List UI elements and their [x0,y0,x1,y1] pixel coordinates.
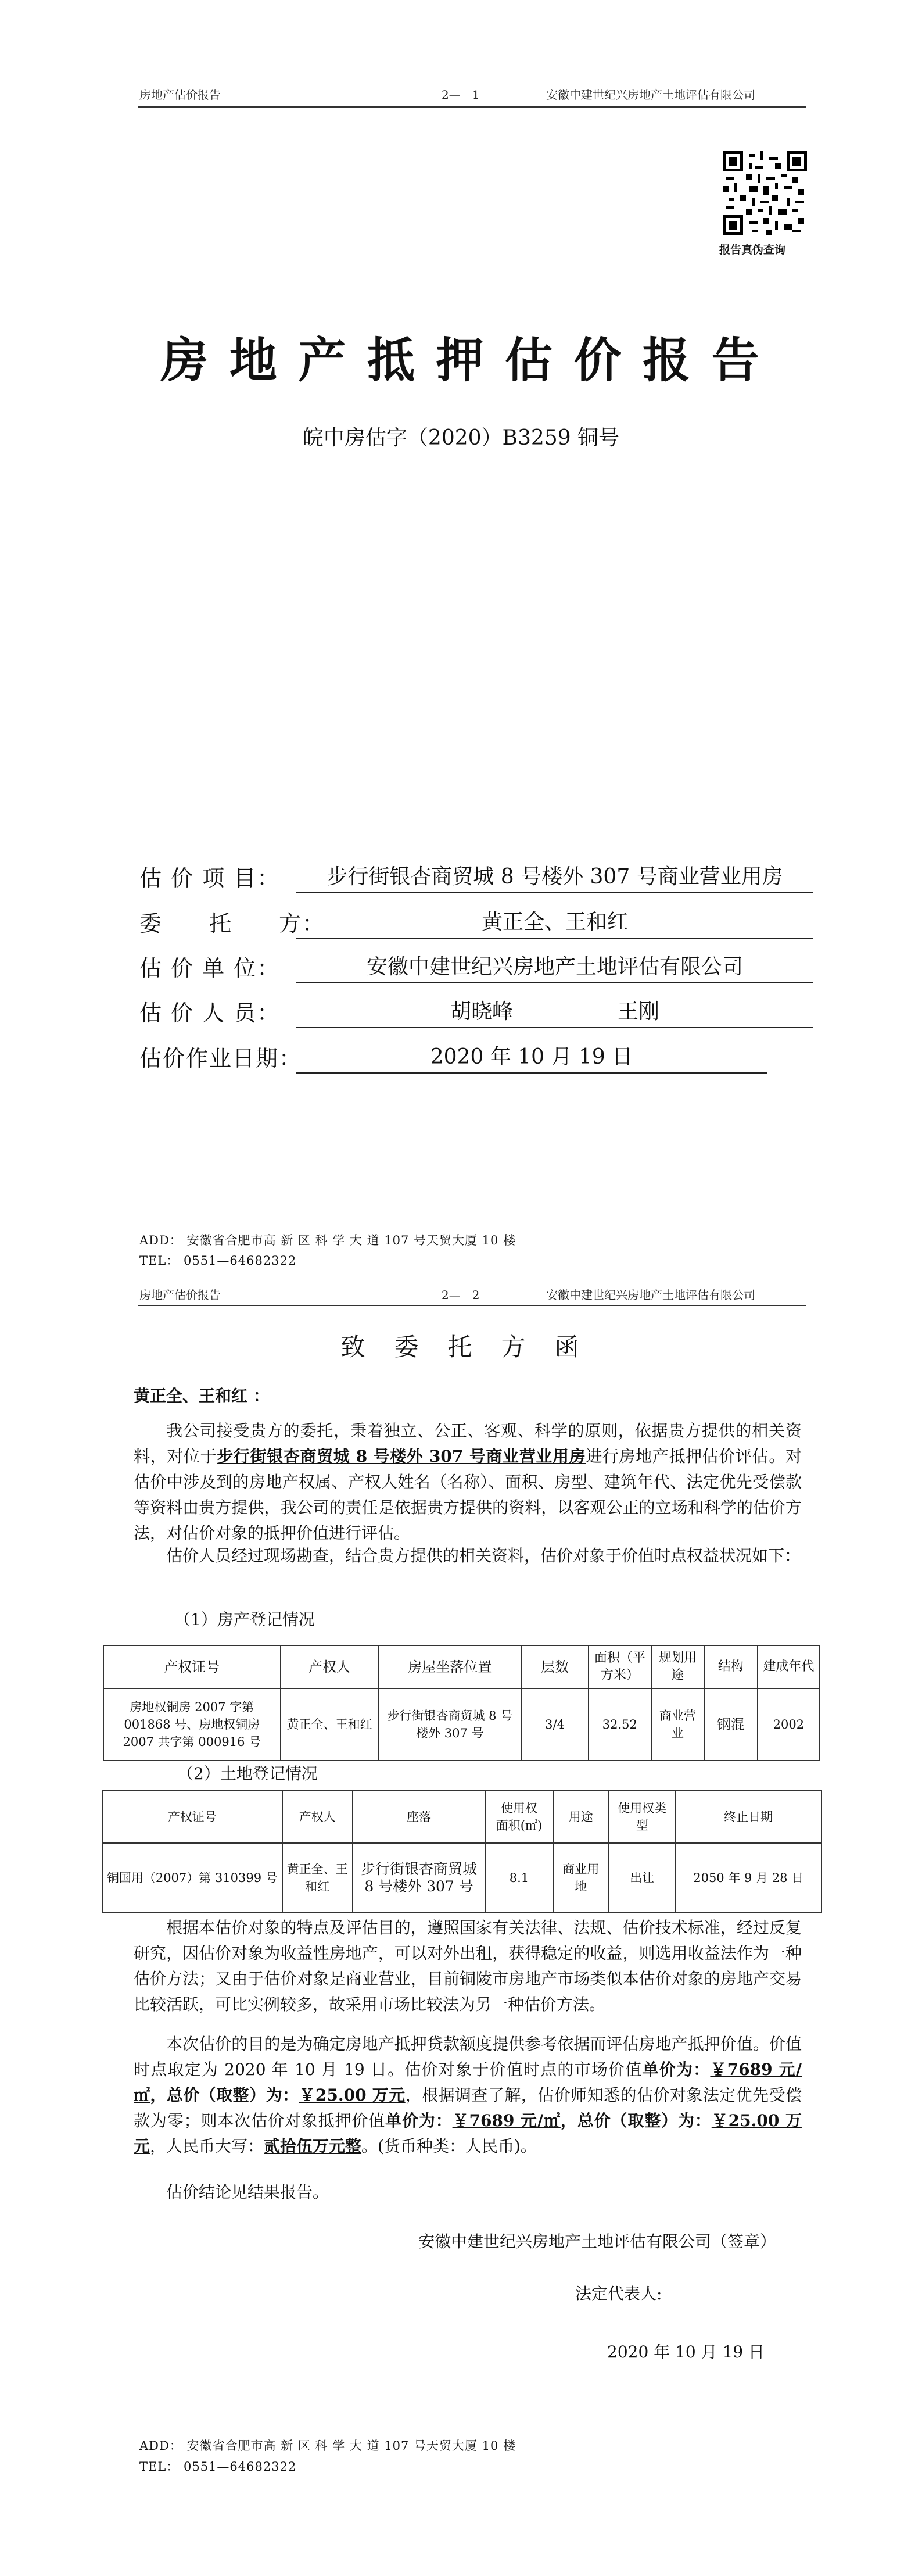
report-title: 房 地 产 抵 押 估 价 报 告 [160,332,762,388]
table-header-row: 产权证号 产权人 座落 使用权 面积(㎡) 用途 使用权类型 终止日期 [102,1791,821,1843]
table-row: 房地权铜房 2007 字第 001868 号、房地权铜房 2007 共字第 000916 号 黄正全、王和红 步行街银杏商贸城 8 号楼外 307 号 3/4 32.52 商业营业 钢混 2002 [103,1688,820,1761]
market-total-price: ￥25.00 万元 [299,2085,406,2105]
footer-address: ADD： 安徽省合肥市高 新 区 科 学 大 道 107 号天贸大厦 10 楼 [139,1233,516,1247]
house-registration-table [103,1645,820,1761]
mortgage-unit-price: ￥7689 元/㎡ [452,2111,561,2130]
letter-paragraph-1: 我公司接受贵方的委托，秉着独立、公正、客观、科学的原则，依据贵方提供的相关资料，对位于步行街银杏商贸城 8 号楼外 307 号商业营业用房进行房地产抵押估价评估。对估价中涉及到的房地产权属、产权人姓名（名称）、面积、房型、建筑年代、法定优先受偿款等资料由贵方提供，我公司的责任是依据贵方提供的资料，以客观公正的立场和科学的估价方法，对估价对象的抵押价值进行评估。 [134,1421,802,1543]
header-left: 房地产估价报告 [139,88,221,102]
land-registration-table [102,1790,822,1913]
letter-date: 2020 年 10 月 19 日 [607,2342,765,2362]
mortgage-total-price: ￥25.00 万元 [134,2111,802,2156]
letter-title: 致 委 托 方 函 [340,1333,582,1361]
header-rule-2 [138,1305,806,1306]
footer-tel: TEL： 0551—64682322 [139,1254,297,1268]
field-label-project: 估 价 项 目： [139,865,281,891]
field-value-client: 黄正全、王和红 [296,906,813,939]
amount-in-words: 贰拾伍万元整 [264,2137,362,2156]
land-registration-title: （2）土地登记情况 [177,1764,318,1783]
header-page-number: 2— 1 [442,88,480,102]
qr-caption: 报告真伪查询 [719,244,786,256]
header-right: 安徽中建世纪兴房地产土地评估有限公司 [546,88,755,102]
field-label-appraiser-org: 估 价 单 位： [139,956,281,981]
letter-paragraph-2: 估价人员经过现场勘查，结合贵方提供的相关资料，估价对象于价值时点权益状况如下： [166,1546,801,1565]
letter-paragraph-3: 根据本估价对象的特点及评估目的，遵照国家有关法律、法规、估价技术标准，经过反复研究，因估价对象为收益性房地产，可以对外出租，获得稳定的收益，则选用收益法作为一种估价方法；又由于估价对象是商业营业，目前铜陵市房地产市场类似本估价对象的房地产交易比较活跃，可比实例较多，故采用市场比较法为另一种估价方法。 [134,1918,802,2014]
market-unit-price: ￥7689 元/㎡ [134,2060,802,2105]
header-page-number-2: 2— 2 [442,1288,480,1302]
header-right-2: 安徽中建世纪兴房地产土地评估有限公司 [546,1288,755,1302]
header-left-2: 房地产估价报告 [139,1288,221,1302]
field-value-appraisers: 胡晓峰 王刚 [296,995,813,1028]
property-name: 步行街银杏商贸城 8 号楼外 307 号商业营业用房 [217,1447,586,1466]
letter-salutation: 黄正全、王和红 ： [134,1386,270,1405]
field-label-appraisers: 估 价 人 员： [139,1000,281,1026]
report-number: 皖中房估字（2020）B3259 铜号 [302,426,620,450]
legal-representative: 法定代表人: [575,2284,662,2303]
field-label-client: 委 托 方： [139,911,326,936]
house-registration-title: （1）房产登记情况 [174,1610,315,1629]
company-signature: 安徽中建世纪兴房地产土地评估有限公司（签章） [418,2232,777,2251]
letter-paragraph-4: 本次估价的目的是为确定房地产抵押贷款额度提供参考依据而评估房地产抵押价值。价值时点取定为 2020 年 10 月 19 日。估价对象于价值时点的市场价值单价为：￥7689 元/㎡，总价（取整）为：￥25.00 万元，根据调查了解，估价师知悉的估价对象法定优先受偿款为零；则本次估价对象抵押价值单价为：￥7689 元/㎡，总价（取整）为：￥25.00 万元，人民币大写：贰拾伍万元整。(货币种类：人民币)。 [134,2034,802,2156]
header-rule [138,106,806,108]
field-label-work-date: 估价作业日期： [139,1046,303,1071]
field-value-project: 步行街银杏商贸城 8 号楼外 307 号商业营业用房 [296,860,813,893]
table-row: 铜国用（2007）第 310399 号 黄正全、王和红 步行街银杏商贸城 8 号楼外 307 号 8.1 商业用地 出让 2050 年 9 月 28 日 [102,1843,821,1913]
field-value-work-date: 2020 年 10 月 19 日 [296,1040,767,1074]
footer-address-2: ADD： 安徽省合肥市高 新 区 科 学 大 道 107 号天贸大厦 10 楼 [139,2439,516,2453]
field-value-appraiser-org: 安徽中建世纪兴房地产土地评估有限公司 [296,950,813,983]
footer-tel-2: TEL： 0551—64682322 [139,2460,297,2474]
table-header-row: 产权证号 产权人 房屋坐落位置 层数 面积（平方米） 规划用途 结构 建成年代 [103,1645,820,1688]
qr-code-icon[interactable] [723,151,807,235]
letter-paragraph-5: 估价结论见结果报告。 [166,2183,329,2202]
